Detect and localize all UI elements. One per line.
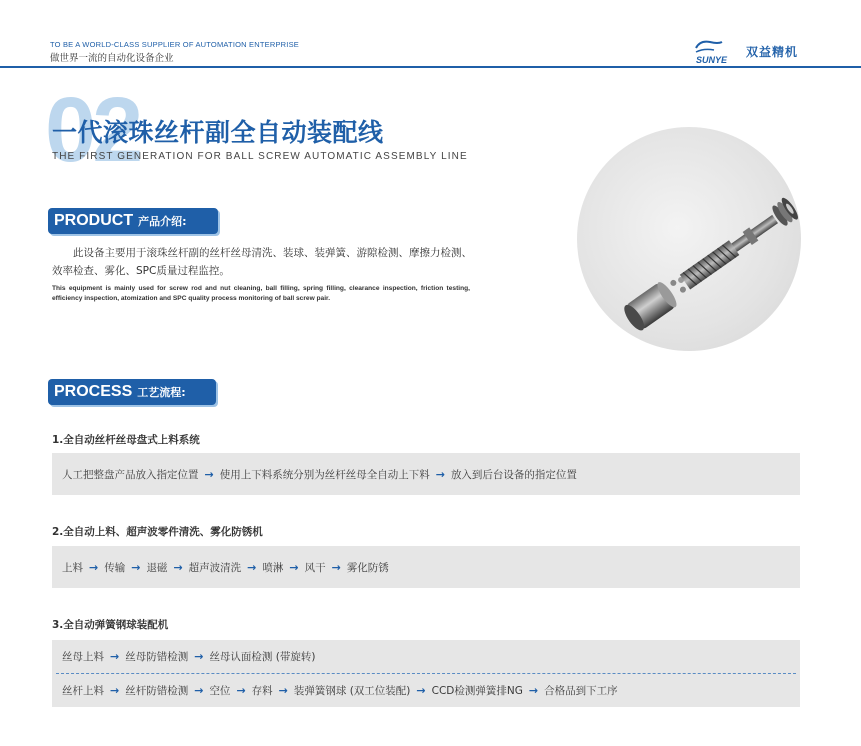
flow-step: 存料	[251, 684, 273, 697]
step-2-flow	[52, 546, 800, 588]
arrow-right-icon: →	[278, 683, 288, 697]
ball-screw-illustration	[577, 127, 801, 351]
flow-step: 退磁	[146, 561, 168, 574]
section-number: 02	[45, 79, 140, 181]
flow-step: 丝母上料	[62, 650, 104, 663]
flow-row	[62, 464, 577, 484]
flow-step: 风干	[304, 561, 326, 574]
flow-step: 丝母防错检测	[125, 650, 189, 663]
process-heading	[48, 379, 216, 405]
arrow-right-icon: →	[110, 683, 120, 697]
product-label-en: PRODUCT	[54, 212, 134, 229]
process-label-en: PROCESS	[54, 383, 133, 400]
arrow-right-icon: →	[204, 467, 214, 481]
flow-step: 超声波清洗	[188, 561, 242, 574]
flow-step: 使用上下料系统分别为丝杆丝母全自动上下料	[219, 468, 430, 481]
arrow-right-icon: →	[194, 649, 204, 663]
flow-step: 上料	[62, 561, 83, 574]
step-2-title: 2.全自动上料、超声波零件清洗、雾化防锈机	[52, 526, 263, 538]
flow-step: 丝杆防错检测	[125, 684, 189, 697]
flow-step: 丝杆上料	[62, 684, 104, 697]
product-photo	[577, 127, 801, 351]
product-description-en: This equipment is mainly used for screw rod and nut cleaning, ball filling, spring filling, clearance inspection, friction testing, efficiency inspection, atomization and SPC quality process monitoring of ball screw pair.	[52, 285, 470, 302]
arrow-right-icon: →	[247, 560, 257, 574]
arrow-right-icon: →	[435, 467, 445, 481]
flow-row	[62, 557, 389, 577]
header-divider	[0, 66, 861, 68]
section-title-cn: 一代滚珠丝杆副全自动装配线	[52, 118, 384, 147]
header-slogan-cn: 做世界一流的自动化设备企业	[50, 53, 174, 64]
product-description-cn: 此设备主要用于滚珠丝杆副的丝杆丝母清洗、装球、装弹簧、游隙检测、摩擦力检测、效率检查、雾化、SPC质量过程监控。	[52, 247, 472, 277]
flow-step: 人工把整盘产品放入指定位置	[62, 468, 199, 481]
arrow-right-icon: →	[416, 683, 426, 697]
arrow-right-icon: →	[194, 683, 204, 697]
arrow-right-icon: →	[331, 560, 341, 574]
process-label-cn: 工艺流程:	[137, 386, 186, 399]
flow-step: 放入到后台设备的指定位置	[450, 468, 577, 481]
step-1-title: 1.全自动丝杆丝母盘式上料系统	[52, 434, 200, 446]
arrow-right-icon: →	[289, 560, 299, 574]
arrow-right-icon: →	[131, 560, 141, 574]
flow-row	[62, 646, 315, 666]
arrow-right-icon: →	[528, 683, 539, 697]
arrow-right-icon: →	[173, 560, 183, 574]
flow-step: 空位	[209, 684, 231, 697]
arrow-right-icon: →	[236, 683, 246, 697]
step-3-flow	[52, 640, 800, 707]
flow-step: CCD检测弹簧排NG	[431, 684, 523, 697]
flow-divider	[56, 673, 796, 674]
product-label-cn: 产品介绍:	[138, 215, 187, 228]
header-slogan-en: TO BE A WORLD-CLASS SUPPLIER OF AUTOMATION ENTERPRISE	[50, 40, 299, 49]
arrow-right-icon: →	[110, 649, 120, 663]
flow-step: 装弹簧钢球 (双工位装配)	[293, 684, 411, 697]
product-heading	[48, 208, 218, 234]
flow-step: 合格品到下工序	[544, 684, 618, 697]
step-3-title: 3.全自动弹簧钢球装配机	[52, 619, 169, 631]
flow-step: 喷淋	[262, 561, 284, 574]
step-1-flow	[52, 453, 800, 495]
flow-row	[62, 680, 618, 700]
section-title-en: THE FIRST GENERATION FOR BALL SCREW AUTOMATIC ASSEMBLY LINE	[52, 151, 468, 162]
flow-step: 传输	[104, 561, 126, 574]
logo-mark: SUNYE	[696, 55, 728, 65]
flow-step: 丝母认面检测 (带旋转)	[209, 650, 316, 663]
logo-text: 双益精机	[746, 45, 799, 59]
flow-step: 雾化防锈	[346, 561, 389, 574]
arrow-right-icon: →	[89, 560, 99, 574]
